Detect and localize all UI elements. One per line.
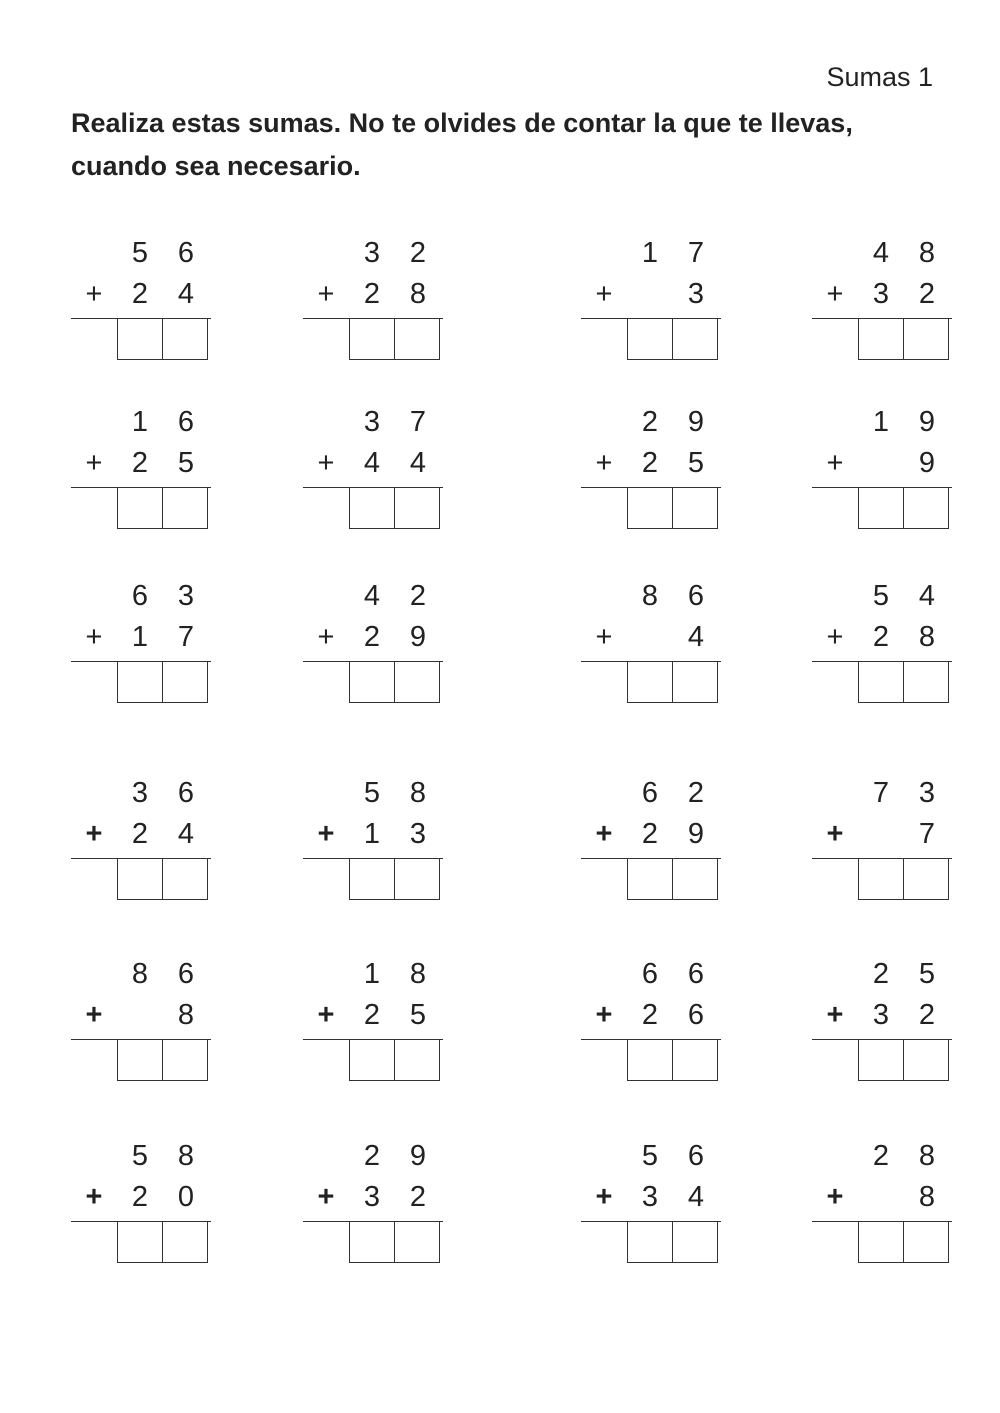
plus-sign: + bbox=[595, 1181, 613, 1213]
top-addend-digit: 2 bbox=[363, 1140, 381, 1172]
top-addend-digit: 1 bbox=[872, 406, 890, 438]
answer-box-tens[interactable] bbox=[858, 661, 904, 703]
answer-box-tens[interactable] bbox=[117, 661, 163, 703]
answer-box-tens[interactable] bbox=[349, 858, 395, 900]
addition-problem bbox=[812, 579, 952, 709]
top-addend-digit: 6 bbox=[641, 958, 659, 990]
plus-sign: + bbox=[317, 818, 335, 850]
plus-sign: + bbox=[826, 999, 844, 1031]
top-addend-digit: 8 bbox=[918, 237, 936, 269]
answer-box-ones[interactable] bbox=[904, 858, 949, 900]
answer-box-tens[interactable] bbox=[627, 858, 673, 900]
answer-box-ones[interactable] bbox=[395, 858, 440, 900]
answer-box-ones[interactable] bbox=[673, 318, 718, 360]
top-addend-digit: 6 bbox=[687, 958, 705, 990]
bottom-addend-digit: 2 bbox=[641, 999, 659, 1031]
plus-sign: + bbox=[826, 818, 844, 850]
answer-box-ones[interactable] bbox=[904, 318, 949, 360]
bottom-addend-digit: 3 bbox=[872, 278, 890, 310]
bottom-addend-digit: 2 bbox=[641, 447, 659, 479]
answer-box-tens[interactable] bbox=[858, 1039, 904, 1081]
bottom-addend-digit: 4 bbox=[409, 447, 427, 479]
top-addend-digit: 8 bbox=[918, 1140, 936, 1172]
addition-problem bbox=[303, 776, 443, 906]
answer-box-ones[interactable] bbox=[395, 1221, 440, 1263]
answer-box-tens[interactable] bbox=[349, 661, 395, 703]
plus-sign: + bbox=[85, 621, 103, 653]
answer-box-ones[interactable] bbox=[904, 661, 949, 703]
answer-box-ones[interactable] bbox=[163, 318, 208, 360]
addition-problem bbox=[581, 1139, 721, 1269]
addition-problem bbox=[581, 579, 721, 709]
answer-box-tens[interactable] bbox=[627, 661, 673, 703]
top-addend-digit: 3 bbox=[363, 406, 381, 438]
top-addend-digit: 4 bbox=[918, 580, 936, 612]
bottom-addend-digit: 2 bbox=[641, 818, 659, 850]
plus-sign: + bbox=[826, 278, 844, 310]
answer-box-ones[interactable] bbox=[395, 1039, 440, 1081]
bottom-addend-digit: 5 bbox=[177, 447, 195, 479]
addition-problem bbox=[581, 236, 721, 366]
top-addend-digit: 9 bbox=[918, 406, 936, 438]
bottom-addend-digit: 8 bbox=[177, 999, 195, 1031]
answer-box-tens[interactable] bbox=[349, 318, 395, 360]
top-addend-digit: 6 bbox=[177, 777, 195, 809]
addition-problem bbox=[71, 579, 211, 709]
answer-box-tens[interactable] bbox=[858, 318, 904, 360]
bottom-addend-digit: 5 bbox=[687, 447, 705, 479]
answer-box-ones[interactable] bbox=[904, 1221, 949, 1263]
addition-problem bbox=[71, 1139, 211, 1269]
plus-sign: + bbox=[85, 999, 103, 1031]
answer-box-ones[interactable] bbox=[163, 487, 208, 529]
addition-problem bbox=[581, 776, 721, 906]
top-addend-digit: 5 bbox=[131, 1140, 149, 1172]
addition-problem bbox=[71, 236, 211, 366]
top-addend-digit: 9 bbox=[687, 406, 705, 438]
bottom-addend-digit: 8 bbox=[918, 1181, 936, 1213]
answer-box-ones[interactable] bbox=[673, 1039, 718, 1081]
addition-problem bbox=[303, 1139, 443, 1269]
addition-problem bbox=[581, 957, 721, 1087]
top-addend-digit: 6 bbox=[687, 1140, 705, 1172]
plus-sign: + bbox=[826, 447, 844, 479]
plus-sign: + bbox=[317, 621, 335, 653]
plus-sign: + bbox=[85, 1181, 103, 1213]
answer-box-ones[interactable] bbox=[163, 661, 208, 703]
plus-sign: + bbox=[317, 447, 335, 479]
answer-box-tens[interactable] bbox=[117, 1221, 163, 1263]
addition-problem bbox=[71, 957, 211, 1087]
plus-sign: + bbox=[595, 278, 613, 310]
bottom-addend-digit: 7 bbox=[177, 621, 195, 653]
top-addend-digit: 5 bbox=[641, 1140, 659, 1172]
answer-box-tens[interactable] bbox=[627, 1221, 673, 1263]
bottom-addend-digit: 2 bbox=[363, 621, 381, 653]
bottom-addend-digit: 9 bbox=[687, 818, 705, 850]
bottom-addend-digit: 9 bbox=[409, 621, 427, 653]
bottom-addend-digit: 2 bbox=[872, 621, 890, 653]
answer-box-tens[interactable] bbox=[117, 318, 163, 360]
top-addend-digit: 8 bbox=[131, 958, 149, 990]
bottom-addend-digit: 3 bbox=[687, 278, 705, 310]
bottom-addend-digit: 3 bbox=[409, 818, 427, 850]
addition-problem bbox=[303, 405, 443, 535]
bottom-addend-digit: 2 bbox=[131, 818, 149, 850]
answer-box-tens[interactable] bbox=[627, 487, 673, 529]
plus-sign: + bbox=[85, 818, 103, 850]
top-addend-digit: 9 bbox=[409, 1140, 427, 1172]
answer-box-ones[interactable] bbox=[395, 661, 440, 703]
answer-box-tens[interactable] bbox=[858, 1221, 904, 1263]
addition-problem bbox=[812, 1139, 952, 1269]
bottom-addend-digit: 5 bbox=[409, 999, 427, 1031]
bottom-addend-digit: 4 bbox=[177, 278, 195, 310]
bottom-addend-digit: 8 bbox=[918, 621, 936, 653]
top-addend-digit: 4 bbox=[872, 237, 890, 269]
plus-sign: + bbox=[595, 447, 613, 479]
top-addend-digit: 2 bbox=[409, 237, 427, 269]
addition-problem bbox=[71, 776, 211, 906]
answer-box-tens[interactable] bbox=[627, 318, 673, 360]
answer-box-ones[interactable] bbox=[395, 487, 440, 529]
top-addend-digit: 1 bbox=[131, 406, 149, 438]
addition-problem bbox=[812, 957, 952, 1087]
bottom-addend-digit: 9 bbox=[918, 447, 936, 479]
answer-box-tens[interactable] bbox=[858, 487, 904, 529]
top-addend-digit: 2 bbox=[872, 958, 890, 990]
plus-sign: + bbox=[826, 621, 844, 653]
bottom-addend-digit: 2 bbox=[131, 447, 149, 479]
answer-box-ones[interactable] bbox=[673, 487, 718, 529]
plus-sign: + bbox=[317, 278, 335, 310]
top-addend-digit: 4 bbox=[363, 580, 381, 612]
plus-sign: + bbox=[85, 278, 103, 310]
answer-box-tens[interactable] bbox=[349, 487, 395, 529]
top-addend-digit: 5 bbox=[131, 237, 149, 269]
addition-problem bbox=[71, 405, 211, 535]
bottom-addend-digit: 2 bbox=[918, 278, 936, 310]
top-addend-digit: 3 bbox=[918, 777, 936, 809]
bottom-addend-digit: 2 bbox=[409, 1181, 427, 1213]
plus-sign: + bbox=[595, 621, 613, 653]
top-addend-digit: 8 bbox=[409, 958, 427, 990]
answer-box-ones[interactable] bbox=[163, 1039, 208, 1081]
top-addend-digit: 8 bbox=[641, 580, 659, 612]
top-addend-digit: 7 bbox=[687, 237, 705, 269]
bottom-addend-digit: 2 bbox=[363, 278, 381, 310]
bottom-addend-digit: 7 bbox=[918, 818, 936, 850]
bottom-addend-digit: 0 bbox=[177, 1181, 195, 1213]
bottom-addend-digit: 4 bbox=[687, 1181, 705, 1213]
answer-box-ones[interactable] bbox=[395, 318, 440, 360]
answer-box-ones[interactable] bbox=[904, 487, 949, 529]
bottom-addend-digit: 2 bbox=[918, 999, 936, 1031]
bottom-addend-digit: 2 bbox=[131, 278, 149, 310]
bottom-addend-digit: 3 bbox=[872, 999, 890, 1031]
answer-box-tens[interactable] bbox=[117, 487, 163, 529]
answer-box-ones[interactable] bbox=[673, 661, 718, 703]
addition-problem bbox=[303, 579, 443, 709]
top-addend-digit: 1 bbox=[363, 958, 381, 990]
instructions: Realiza estas sumas. No te olvides de contar la que te llevas, cuando sea necesario. bbox=[71, 108, 853, 181]
answer-box-tens[interactable] bbox=[117, 1039, 163, 1081]
answer-box-ones[interactable] bbox=[673, 858, 718, 900]
addition-problem bbox=[812, 405, 952, 535]
top-addend-digit: 6 bbox=[687, 580, 705, 612]
bottom-addend-digit: 1 bbox=[363, 818, 381, 850]
bottom-addend-digit: 4 bbox=[687, 621, 705, 653]
top-addend-digit: 2 bbox=[641, 406, 659, 438]
plus-sign: + bbox=[595, 999, 613, 1031]
top-addend-digit: 3 bbox=[177, 580, 195, 612]
top-addend-digit: 1 bbox=[641, 237, 659, 269]
top-addend-digit: 7 bbox=[409, 406, 427, 438]
plus-sign: + bbox=[85, 447, 103, 479]
answer-box-ones[interactable] bbox=[163, 858, 208, 900]
top-addend-digit: 5 bbox=[872, 580, 890, 612]
top-addend-digit: 5 bbox=[363, 777, 381, 809]
top-addend-digit: 3 bbox=[131, 777, 149, 809]
top-addend-digit: 6 bbox=[131, 580, 149, 612]
addition-problem bbox=[303, 957, 443, 1087]
bottom-addend-digit: 4 bbox=[363, 447, 381, 479]
answer-box-tens[interactable] bbox=[627, 1039, 673, 1081]
bottom-addend-digit: 2 bbox=[363, 999, 381, 1031]
top-addend-digit: 6 bbox=[177, 958, 195, 990]
bottom-addend-digit: 1 bbox=[131, 621, 149, 653]
top-addend-digit: 6 bbox=[641, 777, 659, 809]
bottom-addend-digit: 3 bbox=[641, 1181, 659, 1213]
answer-box-ones[interactable] bbox=[163, 1221, 208, 1263]
plus-sign: + bbox=[317, 1181, 335, 1213]
plus-sign: + bbox=[826, 1181, 844, 1213]
bottom-addend-digit: 6 bbox=[687, 999, 705, 1031]
top-addend-digit: 7 bbox=[872, 777, 890, 809]
top-addend-digit: 8 bbox=[177, 1140, 195, 1172]
answer-box-tens[interactable] bbox=[349, 1039, 395, 1081]
addition-problem bbox=[812, 776, 952, 906]
top-addend-digit: 2 bbox=[687, 777, 705, 809]
top-addend-digit: 6 bbox=[177, 237, 195, 269]
top-addend-digit: 3 bbox=[363, 237, 381, 269]
bottom-addend-digit: 3 bbox=[363, 1181, 381, 1213]
addition-problem bbox=[303, 236, 443, 366]
answer-box-ones[interactable] bbox=[673, 1221, 718, 1263]
bottom-addend-digit: 2 bbox=[131, 1181, 149, 1213]
answer-box-tens[interactable] bbox=[117, 858, 163, 900]
page-label: Sumas 1 bbox=[826, 62, 933, 92]
addition-problem bbox=[581, 405, 721, 535]
answer-box-tens[interactable] bbox=[349, 1221, 395, 1263]
top-addend-digit: 2 bbox=[409, 580, 427, 612]
plus-sign: + bbox=[317, 999, 335, 1031]
answer-box-tens[interactable] bbox=[858, 858, 904, 900]
top-addend-digit: 5 bbox=[918, 958, 936, 990]
bottom-addend-digit: 4 bbox=[177, 818, 195, 850]
answer-box-ones[interactable] bbox=[904, 1039, 949, 1081]
plus-sign: + bbox=[595, 818, 613, 850]
bottom-addend-digit: 8 bbox=[409, 278, 427, 310]
top-addend-digit: 8 bbox=[409, 777, 427, 809]
top-addend-digit: 6 bbox=[177, 406, 195, 438]
top-addend-digit: 2 bbox=[872, 1140, 890, 1172]
addition-problem bbox=[812, 236, 952, 366]
